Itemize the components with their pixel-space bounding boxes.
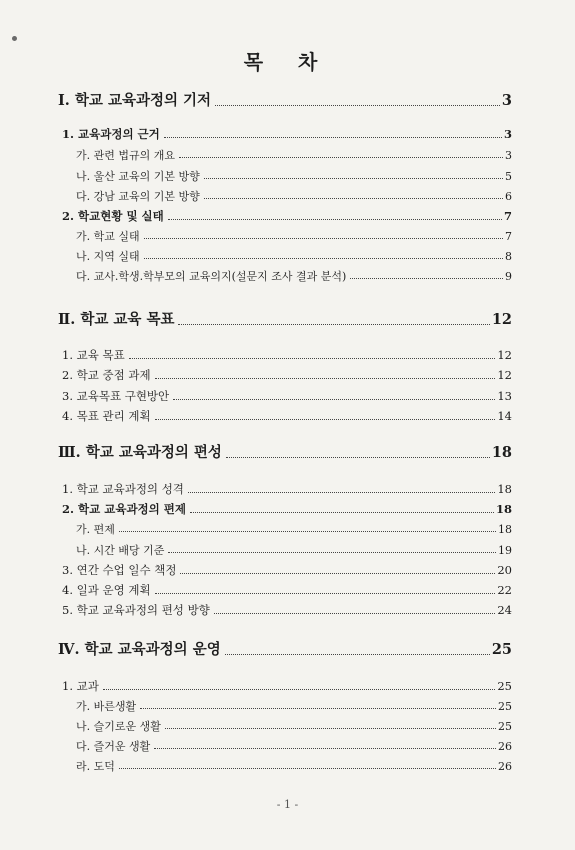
toc-subsection[interactable] <box>76 701 512 712</box>
dot-leader <box>215 105 500 106</box>
toc-section-label: 2. 학교 교육과정의 편제 <box>62 502 186 516</box>
toc-section-page-number: 18 <box>495 502 512 516</box>
toc-chapter-label: Ⅰ. 학교 교육과정의 기저 <box>58 92 212 109</box>
toc-section-page-number: 24 <box>497 603 512 617</box>
toc-subsection-page-number: 8 <box>505 250 512 263</box>
toc-section-label: 4. 목표 관리 계획 <box>62 409 151 423</box>
toc-section-page-number: 3 <box>503 127 512 141</box>
toc-subsection-label: 나. 울산 교육의 기본 방향 <box>76 170 200 183</box>
toc-section-label: 2. 학교 중점 과제 <box>62 368 151 382</box>
dot-leader <box>144 238 503 239</box>
toc-section-page-number: 14 <box>497 409 512 423</box>
toc-subsection[interactable] <box>76 721 512 732</box>
dot-leader <box>350 278 503 279</box>
toc-section-page-number: 7 <box>503 209 512 223</box>
dot-leader <box>190 512 494 513</box>
toc-subsection[interactable] <box>76 271 512 282</box>
dot-leader <box>140 708 496 709</box>
toc-section[interactable] <box>62 350 512 362</box>
toc-section[interactable] <box>62 129 512 141</box>
toc-subsection-page-number: 25 <box>498 720 512 733</box>
toc-subsection-page-number: 3 <box>505 149 512 162</box>
dot-leader <box>214 613 496 614</box>
toc-section-page-number: 18 <box>497 482 512 496</box>
toc-section-label: 3. 교육목표 구현방안 <box>62 389 170 403</box>
toc-section-page-number: 12 <box>497 368 512 382</box>
toc-subsection-page-number: 19 <box>498 544 512 557</box>
toc-subsection-page-number: 25 <box>498 700 512 713</box>
toc-chapter[interactable] <box>58 313 512 328</box>
dot-leader <box>225 654 490 655</box>
toc-section[interactable] <box>62 391 512 403</box>
toc-subsection[interactable] <box>76 524 512 535</box>
toc-section-page-number: 12 <box>497 348 512 362</box>
dot-leader <box>168 219 502 220</box>
toc-section-label: 1. 교육과정의 근거 <box>62 127 160 141</box>
toc-section-page-number: 20 <box>497 563 512 577</box>
toc-section-label: 3. 연간 수업 일수 책정 <box>62 563 177 577</box>
toc-subsection[interactable] <box>76 545 512 556</box>
toc-section[interactable] <box>62 370 512 382</box>
toc-subsection[interactable] <box>76 761 512 772</box>
toc-section[interactable] <box>62 681 512 693</box>
dot-leader <box>173 399 495 400</box>
dot-leader <box>164 137 502 138</box>
dot-leader <box>119 531 496 532</box>
toc-subsection[interactable] <box>76 741 512 752</box>
toc-section[interactable] <box>62 211 512 223</box>
toc-subsection-page-number: 9 <box>505 270 512 283</box>
toc-chapter-page-number: 12 <box>491 311 512 328</box>
toc-subsection-label: 나. 슬기로운 생활 <box>76 720 161 733</box>
toc-section-label: 1. 학교 교육과정의 성격 <box>62 482 184 496</box>
toc-section[interactable] <box>62 484 512 496</box>
dot-leader <box>129 358 496 359</box>
page-title: 목 차 <box>243 50 332 74</box>
toc-subsection[interactable] <box>76 150 512 161</box>
toc-section-page-number: 13 <box>497 389 512 403</box>
toc-section[interactable] <box>62 411 512 423</box>
toc-subsection-label: 가. 바른생활 <box>76 700 137 713</box>
toc-subsection-page-number: 5 <box>505 170 512 183</box>
toc-chapter-label: Ⅳ. 학교 교육과정의 운영 <box>58 641 221 658</box>
toc-section[interactable] <box>62 585 512 597</box>
dot-leader <box>103 689 496 690</box>
dot-leader <box>155 593 496 594</box>
toc-section-page-number: 25 <box>497 679 512 693</box>
toc-subsection-label: 가. 편제 <box>76 523 115 536</box>
dot-leader <box>165 728 496 729</box>
toc-subsection-label: 나. 시간 배당 기준 <box>76 544 165 557</box>
toc-subsection[interactable] <box>76 171 512 182</box>
toc-subsection-page-number: 26 <box>498 760 512 773</box>
scan-speck <box>12 36 17 41</box>
toc-section-label: 1. 교육 목표 <box>62 348 125 362</box>
dot-leader <box>168 552 496 553</box>
dot-leader <box>179 157 503 158</box>
dot-leader <box>155 378 496 379</box>
dot-leader <box>144 258 503 259</box>
toc-chapter[interactable] <box>58 446 512 461</box>
toc-chapter-page-number: 18 <box>491 444 512 461</box>
toc-section-page-number: 22 <box>497 583 512 597</box>
dot-leader <box>204 198 503 199</box>
dot-leader <box>180 573 495 574</box>
toc-section[interactable] <box>62 504 512 516</box>
toc-subsection-page-number: 6 <box>505 190 512 203</box>
toc-subsection-label: 라. 도덕 <box>76 760 115 773</box>
dot-leader <box>188 492 495 493</box>
toc-section-label: 4. 일과 운영 계획 <box>62 583 151 597</box>
toc-subsection-label: 다. 교사.학생.학부모의 교육의지(설문지 조사 결과 분석) <box>76 270 347 283</box>
toc-subsection[interactable] <box>76 191 512 202</box>
toc-subsection-page-number: 7 <box>505 230 512 243</box>
toc-chapter-label: Ⅱ. 학교 교육 목표 <box>58 311 175 328</box>
dot-leader <box>154 748 496 749</box>
toc-section[interactable] <box>62 605 512 617</box>
toc-subsection-label: 다. 강남 교육의 기본 방향 <box>76 190 200 203</box>
dot-leader <box>119 768 496 769</box>
toc-subsection-label: 가. 관련 법규의 개요 <box>76 149 175 162</box>
toc-section-label: 1. 교과 <box>62 679 99 693</box>
page-number-footer: - 1 - <box>276 798 299 811</box>
toc-chapter-page-number: 3 <box>501 92 512 109</box>
toc-subsection-label: 다. 즐거운 생활 <box>76 740 151 753</box>
toc-chapter[interactable] <box>58 94 512 109</box>
toc-subsection[interactable] <box>76 231 512 242</box>
toc-subsection-page-number: 26 <box>498 740 512 753</box>
toc-section-label: 2. 학교현황 및 실태 <box>62 209 164 223</box>
toc-chapter[interactable] <box>58 643 512 658</box>
toc-subsection-page-number: 18 <box>498 523 512 536</box>
toc-subsection[interactable] <box>76 251 512 262</box>
dot-leader <box>178 324 489 325</box>
toc-chapter-page-number: 25 <box>491 641 512 658</box>
toc-chapter-label: Ⅲ. 학교 교육과정의 편성 <box>58 444 222 461</box>
toc-subsection-label: 가. 학교 실태 <box>76 230 140 243</box>
dot-leader <box>226 457 490 458</box>
toc-section-label: 5. 학교 교육과정의 편성 방향 <box>62 603 210 617</box>
toc-subsection-label: 나. 지역 실태 <box>76 250 140 263</box>
dot-leader <box>204 178 503 179</box>
dot-leader <box>155 419 496 420</box>
toc-section[interactable] <box>62 565 512 577</box>
